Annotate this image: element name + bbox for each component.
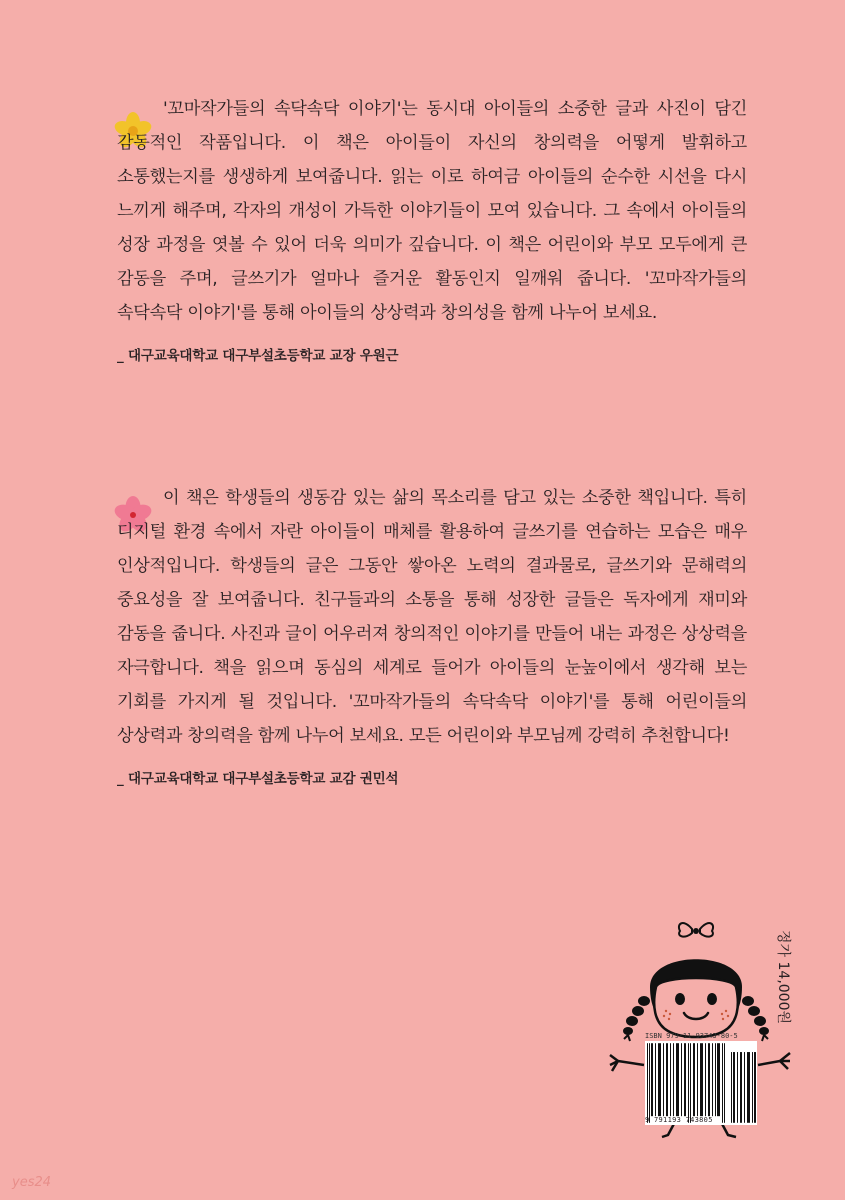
- recommendation-text: [117, 92, 747, 330]
- price-label: 정가 14,000원: [775, 930, 791, 1025]
- recommendation-text: [117, 481, 747, 753]
- recommendation-1: [117, 92, 747, 364]
- barcode: [645, 1032, 757, 1124]
- recommendation-2: [117, 481, 747, 787]
- recommendation-text-body: '꼬마작가들의 속닥속닥 이야기'는 동시대 아이들의 소중한 글과 사진이 담긴 감동적인 작품입니다. 이 책은 아이들이 자신의 창의력을 어떻게 발휘하고 소통했는지를 생생하게 보여줍니다. 읽는 이로 하여금 아이들의 순수한 시선을 다시 느끼게 해주며, 각자의 개성이 가득한 이야기들이 모여 있습니다. 그 속에서 아이들의 성장 과정을 엿볼 수 있어 더욱 의미가 깊습니다. 이 책은 어린이와 부모 모두에게 큰 감동을 주며, 글쓰기가 얼마나 즐거운 활동인지 일깨워 줍니다. '꼬마작가들의 속닥속닥 이야기'를 통해 아이들의 상상력과 창의성을 함께 나누어 보세요.: [117, 99, 747, 323]
- barcode-number: 9 791193 743805: [645, 1116, 713, 1124]
- signature: _ 대구교육대학교 대구부설초등학교 교장 우원근: [117, 348, 399, 364]
- publisher-logo: yes24: [12, 1175, 52, 1190]
- signature: _ 대구교육대학교 대구부설초등학교 교감 권민석: [117, 771, 399, 787]
- recommendation-text-body: 이 책은 학생들의 생동감 있는 삶의 목소리를 담고 있는 소중한 책입니다. 특히 디지털 환경 속에서 자란 아이들이 매체를 활용하여 글쓰기를 연습하는 모습은 매우 인상적입니다. 학생들의 글은 그동안 쌓아온 노력의 결과물로, 글쓰기와 문해력의 중요성을 잘 보여줍니다. 친구들과의 소통을 통해 성장한 글들은 독자에게 재미와 감동을 줍니다. 사진과 글이 어우러져 창의적인 이야기를 만들어 내는 과정은 상상력을 자극합니다. 책을 읽으며 동심의 세계로 들어가 아이들의 눈높이에서 생각해 보는 기회를 가지게 될 것입니다. '꼬마작가들의 속닥속닥 이야기'를 통해 어린이들의 상상력과 창의력을 함께 나누어 보세요. 모든 어린이와 부모님께 강력히 추천합니다!: [117, 488, 747, 746]
- isbn-label: ISBN 979-11-93743-80-5: [645, 1032, 738, 1040]
- barcode-bars: [645, 1041, 757, 1125]
